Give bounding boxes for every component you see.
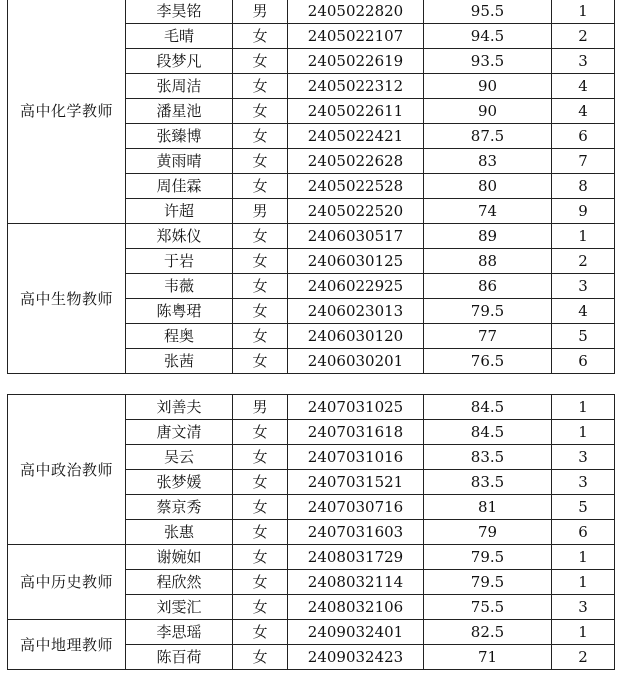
gender-cell: 女 bbox=[233, 349, 288, 374]
gender-cell: 男 bbox=[233, 395, 288, 420]
name-cell: 谢婉如 bbox=[126, 545, 233, 570]
gender-cell: 女 bbox=[233, 420, 288, 445]
rank-cell: 3 bbox=[552, 445, 615, 470]
score-cell: 80 bbox=[424, 174, 552, 199]
name-cell: 刘善夫 bbox=[126, 395, 233, 420]
exam-id-cell: 2408031729 bbox=[288, 545, 424, 570]
gender-cell: 女 bbox=[233, 470, 288, 495]
gender-cell: 女 bbox=[233, 274, 288, 299]
name-cell: 张周洁 bbox=[126, 74, 233, 99]
score-cell: 75.5 bbox=[424, 595, 552, 620]
name-cell: 陈粤珺 bbox=[126, 299, 233, 324]
results-table-2-body bbox=[8, 395, 615, 670]
name-cell: 毛晴 bbox=[126, 24, 233, 49]
name-cell: 刘雯汇 bbox=[126, 595, 233, 620]
rank-cell: 1 bbox=[552, 0, 615, 24]
rank-cell: 3 bbox=[552, 595, 615, 620]
rank-cell: 8 bbox=[552, 174, 615, 199]
table-row bbox=[8, 545, 615, 570]
gender-cell: 女 bbox=[233, 520, 288, 545]
name-cell: 李思瑶 bbox=[126, 620, 233, 645]
score-cell: 90 bbox=[424, 74, 552, 99]
subject-cell: 高中生物教师 bbox=[8, 224, 126, 374]
name-cell: 张梦媛 bbox=[126, 470, 233, 495]
gender-cell: 女 bbox=[233, 99, 288, 124]
name-cell: 吴云 bbox=[126, 445, 233, 470]
gender-cell: 女 bbox=[233, 299, 288, 324]
rank-cell: 6 bbox=[552, 124, 615, 149]
rank-cell: 1 bbox=[552, 395, 615, 420]
gender-cell: 女 bbox=[233, 249, 288, 274]
subject-cell: 高中历史教师 bbox=[8, 545, 126, 620]
exam-id-cell: 2406030120 bbox=[288, 324, 424, 349]
name-cell: 潘星池 bbox=[126, 99, 233, 124]
rank-cell: 5 bbox=[552, 324, 615, 349]
rank-cell: 3 bbox=[552, 470, 615, 495]
exam-id-cell: 2405022107 bbox=[288, 24, 424, 49]
exam-id-cell: 2405022611 bbox=[288, 99, 424, 124]
exam-id-cell: 2405022312 bbox=[288, 74, 424, 99]
rank-cell: 3 bbox=[552, 274, 615, 299]
name-cell: 韦薇 bbox=[126, 274, 233, 299]
score-cell: 76.5 bbox=[424, 349, 552, 374]
gender-cell: 女 bbox=[233, 49, 288, 74]
score-cell: 81 bbox=[424, 495, 552, 520]
score-cell: 88 bbox=[424, 249, 552, 274]
name-cell: 张茜 bbox=[126, 349, 233, 374]
exam-id-cell: 2408032114 bbox=[288, 570, 424, 595]
exam-id-cell: 2407031603 bbox=[288, 520, 424, 545]
exam-id-cell: 2407030716 bbox=[288, 495, 424, 520]
gender-cell: 女 bbox=[233, 620, 288, 645]
score-cell: 71 bbox=[424, 645, 552, 670]
exam-id-cell: 2407031521 bbox=[288, 470, 424, 495]
rank-cell: 1 bbox=[552, 545, 615, 570]
exam-id-cell: 2405022820 bbox=[288, 0, 424, 24]
rank-cell: 1 bbox=[552, 620, 615, 645]
gender-cell: 女 bbox=[233, 324, 288, 349]
exam-id-cell: 2406023013 bbox=[288, 299, 424, 324]
name-cell: 唐文清 bbox=[126, 420, 233, 445]
name-cell: 张惠 bbox=[126, 520, 233, 545]
exam-id-cell: 2406030125 bbox=[288, 249, 424, 274]
name-cell: 许超 bbox=[126, 199, 233, 224]
score-cell: 83.5 bbox=[424, 470, 552, 495]
score-cell: 93.5 bbox=[424, 49, 552, 74]
gender-cell: 女 bbox=[233, 445, 288, 470]
score-cell: 87.5 bbox=[424, 124, 552, 149]
table-row bbox=[8, 224, 615, 249]
score-cell: 79 bbox=[424, 520, 552, 545]
gender-cell: 女 bbox=[233, 24, 288, 49]
score-cell: 79.5 bbox=[424, 545, 552, 570]
exam-id-cell: 2406030201 bbox=[288, 349, 424, 374]
score-cell: 77 bbox=[424, 324, 552, 349]
gender-cell: 男 bbox=[233, 0, 288, 24]
rank-cell: 4 bbox=[552, 74, 615, 99]
score-cell: 94.5 bbox=[424, 24, 552, 49]
subject-cell: 高中地理教师 bbox=[8, 620, 126, 670]
name-cell: 段梦凡 bbox=[126, 49, 233, 74]
exam-id-cell: 2405022528 bbox=[288, 174, 424, 199]
gender-cell: 男 bbox=[233, 199, 288, 224]
name-cell: 黄雨晴 bbox=[126, 149, 233, 174]
rank-cell: 5 bbox=[552, 495, 615, 520]
exam-id-cell: 2405022628 bbox=[288, 149, 424, 174]
score-cell: 86 bbox=[424, 274, 552, 299]
results-table-1-body bbox=[8, 0, 615, 374]
score-cell: 95.5 bbox=[424, 0, 552, 24]
rank-cell: 2 bbox=[552, 249, 615, 274]
score-cell: 82.5 bbox=[424, 620, 552, 645]
name-cell: 程欣然 bbox=[126, 570, 233, 595]
name-cell: 张臻博 bbox=[126, 124, 233, 149]
rank-cell: 2 bbox=[552, 24, 615, 49]
exam-id-cell: 2407031016 bbox=[288, 445, 424, 470]
name-cell: 郑姝仪 bbox=[126, 224, 233, 249]
gender-cell: 女 bbox=[233, 124, 288, 149]
exam-id-cell: 2407031025 bbox=[288, 395, 424, 420]
table-row bbox=[8, 395, 615, 420]
gender-cell: 女 bbox=[233, 74, 288, 99]
rank-cell: 4 bbox=[552, 299, 615, 324]
score-cell: 84.5 bbox=[424, 395, 552, 420]
subject-cell: 高中政治教师 bbox=[8, 395, 126, 545]
rank-cell: 4 bbox=[552, 99, 615, 124]
subject-cell: 高中化学教师 bbox=[8, 0, 126, 224]
score-cell: 79.5 bbox=[424, 570, 552, 595]
results-table-1 bbox=[7, 0, 615, 374]
score-cell: 84.5 bbox=[424, 420, 552, 445]
name-cell: 李昊铭 bbox=[126, 0, 233, 24]
name-cell: 于岩 bbox=[126, 249, 233, 274]
gender-cell: 女 bbox=[233, 149, 288, 174]
rank-cell: 2 bbox=[552, 645, 615, 670]
gender-cell: 女 bbox=[233, 495, 288, 520]
exam-id-cell: 2405022520 bbox=[288, 199, 424, 224]
table-row bbox=[8, 0, 615, 24]
exam-id-cell: 2407031618 bbox=[288, 420, 424, 445]
rank-cell: 1 bbox=[552, 224, 615, 249]
exam-id-cell: 2409032401 bbox=[288, 620, 424, 645]
exam-id-cell: 2405022619 bbox=[288, 49, 424, 74]
rank-cell: 3 bbox=[552, 49, 615, 74]
rank-cell: 1 bbox=[552, 420, 615, 445]
exam-id-cell: 2406022925 bbox=[288, 274, 424, 299]
score-cell: 83.5 bbox=[424, 445, 552, 470]
exam-id-cell: 2408032106 bbox=[288, 595, 424, 620]
score-cell: 83 bbox=[424, 149, 552, 174]
name-cell: 蔡京秀 bbox=[126, 495, 233, 520]
table-row bbox=[8, 620, 615, 645]
score-cell: 79.5 bbox=[424, 299, 552, 324]
exam-id-cell: 2409032423 bbox=[288, 645, 424, 670]
score-cell: 89 bbox=[424, 224, 552, 249]
rank-cell: 6 bbox=[552, 349, 615, 374]
gender-cell: 女 bbox=[233, 645, 288, 670]
rank-cell: 7 bbox=[552, 149, 615, 174]
name-cell: 程奥 bbox=[126, 324, 233, 349]
score-cell: 90 bbox=[424, 99, 552, 124]
rank-cell: 9 bbox=[552, 199, 615, 224]
score-cell: 74 bbox=[424, 199, 552, 224]
gender-cell: 女 bbox=[233, 545, 288, 570]
rank-cell: 6 bbox=[552, 520, 615, 545]
name-cell: 周佳霖 bbox=[126, 174, 233, 199]
results-table-2 bbox=[7, 394, 615, 670]
gender-cell: 女 bbox=[233, 174, 288, 199]
name-cell: 陈百荷 bbox=[126, 645, 233, 670]
exam-id-cell: 2405022421 bbox=[288, 124, 424, 149]
gender-cell: 女 bbox=[233, 595, 288, 620]
exam-id-cell: 2406030517 bbox=[288, 224, 424, 249]
gender-cell: 女 bbox=[233, 224, 288, 249]
gender-cell: 女 bbox=[233, 570, 288, 595]
rank-cell: 1 bbox=[552, 570, 615, 595]
